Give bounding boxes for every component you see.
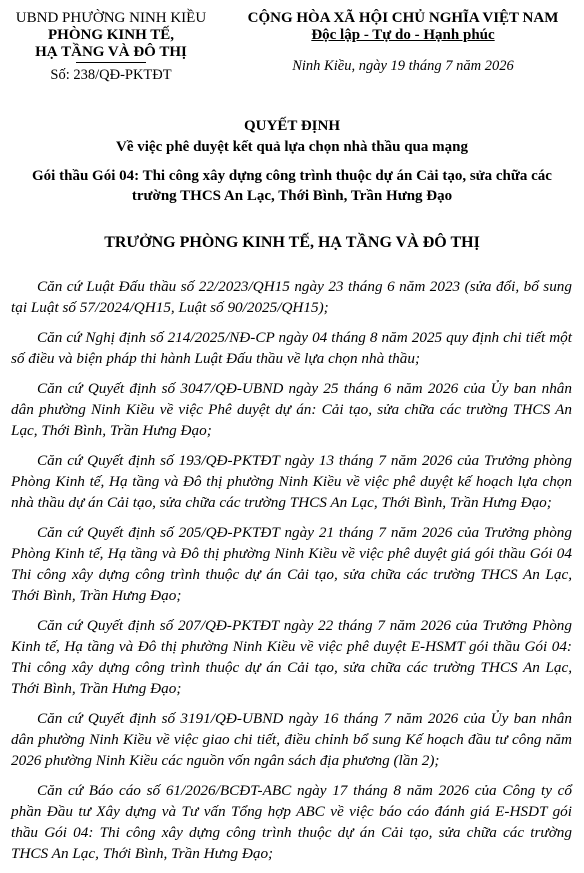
- decision-title-block: [0, 117, 584, 206]
- legal-basis-item: Căn cứ Quyết định số 205/QĐ-PKTĐT ngày 21 tháng 7 năm 2026 của Trưởng phòng Phòng Kinh tế, Hạ tầng và Đô thị phường Ninh Kiều về việc phê duyệt giá gói thầu Gói 04 Thi công xây dựng công trình thuộc dự án Cải tạo, sửa chữa các trường THCS An Lạc, Thới Bình, Trần Hưng Đạo;: [11, 524, 572, 604]
- legal-bases: [11, 276, 572, 873]
- agency-name-line1: PHÒNG KINH TẾ,: [48, 27, 174, 43]
- document-type: QUYẾT ĐỊNH: [244, 118, 340, 134]
- legal-basis-item: Căn cứ Quyết định số 3191/QĐ-UBND ngày 16 tháng 7 năm 2026 của Ủy ban nhân dân phường Ninh Kiều về việc giao chi tiết, điều chỉnh bổ sung Kế hoạch đầu tư công năm 2026 phường Ninh Kiều các nguồn vốn ngân sách địa phương (lần 2);: [11, 710, 572, 769]
- national-header-block: [222, 10, 584, 75]
- issuer-heading: TRƯỞNG PHÒNG KINH TẾ, HẠ TẦNG VÀ ĐÔ THỊ: [104, 234, 480, 251]
- agency-underline: [76, 62, 146, 63]
- legal-basis-item: Căn cứ Quyết định số 3047/QĐ-UBND ngày 25 tháng 6 năm 2026 của Ủy ban nhân dân phường Ninh Kiều về việc Phê duyệt dự án: Cải tạo, sửa chữa các trường THCS An Lạc, Thới Bình, Trần Hưng Đạo;: [11, 380, 572, 439]
- agency-parent: UBND PHƯỜNG NINH KIỀU: [15, 10, 207, 26]
- place-and-date: Ninh Kiều, ngày 19 tháng 7 năm 2026: [292, 58, 514, 74]
- legal-basis-item: Căn cứ Báo cáo số 61/2026/BCĐT-ABC ngày 17 tháng 8 năm 2026 của Công ty cổ phần Đầu tư Xây dựng và Tư vấn Tổng hợp ABC về việc báo cáo đánh giá E-HSDT gói thầu Gói 04: Thi công xây dựng công trình thuộc dự án Cải tạo, sửa chữa các trường THCS An Lạc, Thới Bình, Trần Hưng Đạo;: [11, 782, 572, 862]
- national-title: CỘNG HÒA XÃ HỘI CHỦ NGHĨA VIỆT NAM: [247, 10, 559, 26]
- agency-name-line2: HẠ TẦNG VÀ ĐÔ THỊ: [35, 44, 187, 60]
- legal-basis-item: Căn cứ Quyết định số 207/QĐ-PKTĐT ngày 22 tháng 7 năm 2026 của Trưởng Phòng Kinh tế, Hạ tầng và Đô thị phường Ninh Kiều về việc phê duyệt E-HSMT gói thầu Gói 04: Thi công xây dựng công trình thuộc dự án Cải tạo, sửa chữa các trường THCS An Lạc, Thới Bình, Trần Hưng Đạo;: [11, 617, 572, 697]
- bid-package-title: Gói thầu Gói 04: Thi công xây dựng công trình thuộc dự án Cải tạo, sửa chữa các trường THCS An Lạc, Thới Bình, Trần Hưng Đạo: [32, 168, 552, 204]
- legal-basis-item: Căn cứ Nghị định số 214/2025/NĐ-CP ngày 04 tháng 8 năm 2025 quy định chi tiết một số điều và biện pháp thi hành Luật Đấu thầu về lựa chọn nhà thầu;: [11, 329, 572, 367]
- legal-basis-item: Căn cứ Luật Đấu thầu số 22/2023/QH15 ngày 23 tháng 6 năm 2023 (sửa đổi, bổ sung tại Luật số 57/2024/QH15, Luật số 90/2025/QH15);: [11, 278, 572, 316]
- decision-subject: Về việc phê duyệt kết quả lựa chọn nhà thầu qua mạng: [116, 139, 468, 155]
- legal-basis-item: Căn cứ Quyết định số 193/QĐ-PKTĐT ngày 13 tháng 7 năm 2026 của Trưởng phòng Phòng Kinh tế, Hạ tầng và Đô thị phường Ninh Kiều về việc phê duyệt kế hoạch lựa chọn nhà thầu dự án Cải tạo, sửa chữa các trường THCS An Lạc, Thới Bình, Trần Hưng Đạo;: [11, 452, 572, 511]
- issuing-agency-block: [6, 10, 216, 84]
- national-motto: Độc lập - Tự do - Hạnh phúc: [311, 27, 495, 43]
- document-number: Số: 238/QĐ-PKTĐT: [50, 67, 172, 83]
